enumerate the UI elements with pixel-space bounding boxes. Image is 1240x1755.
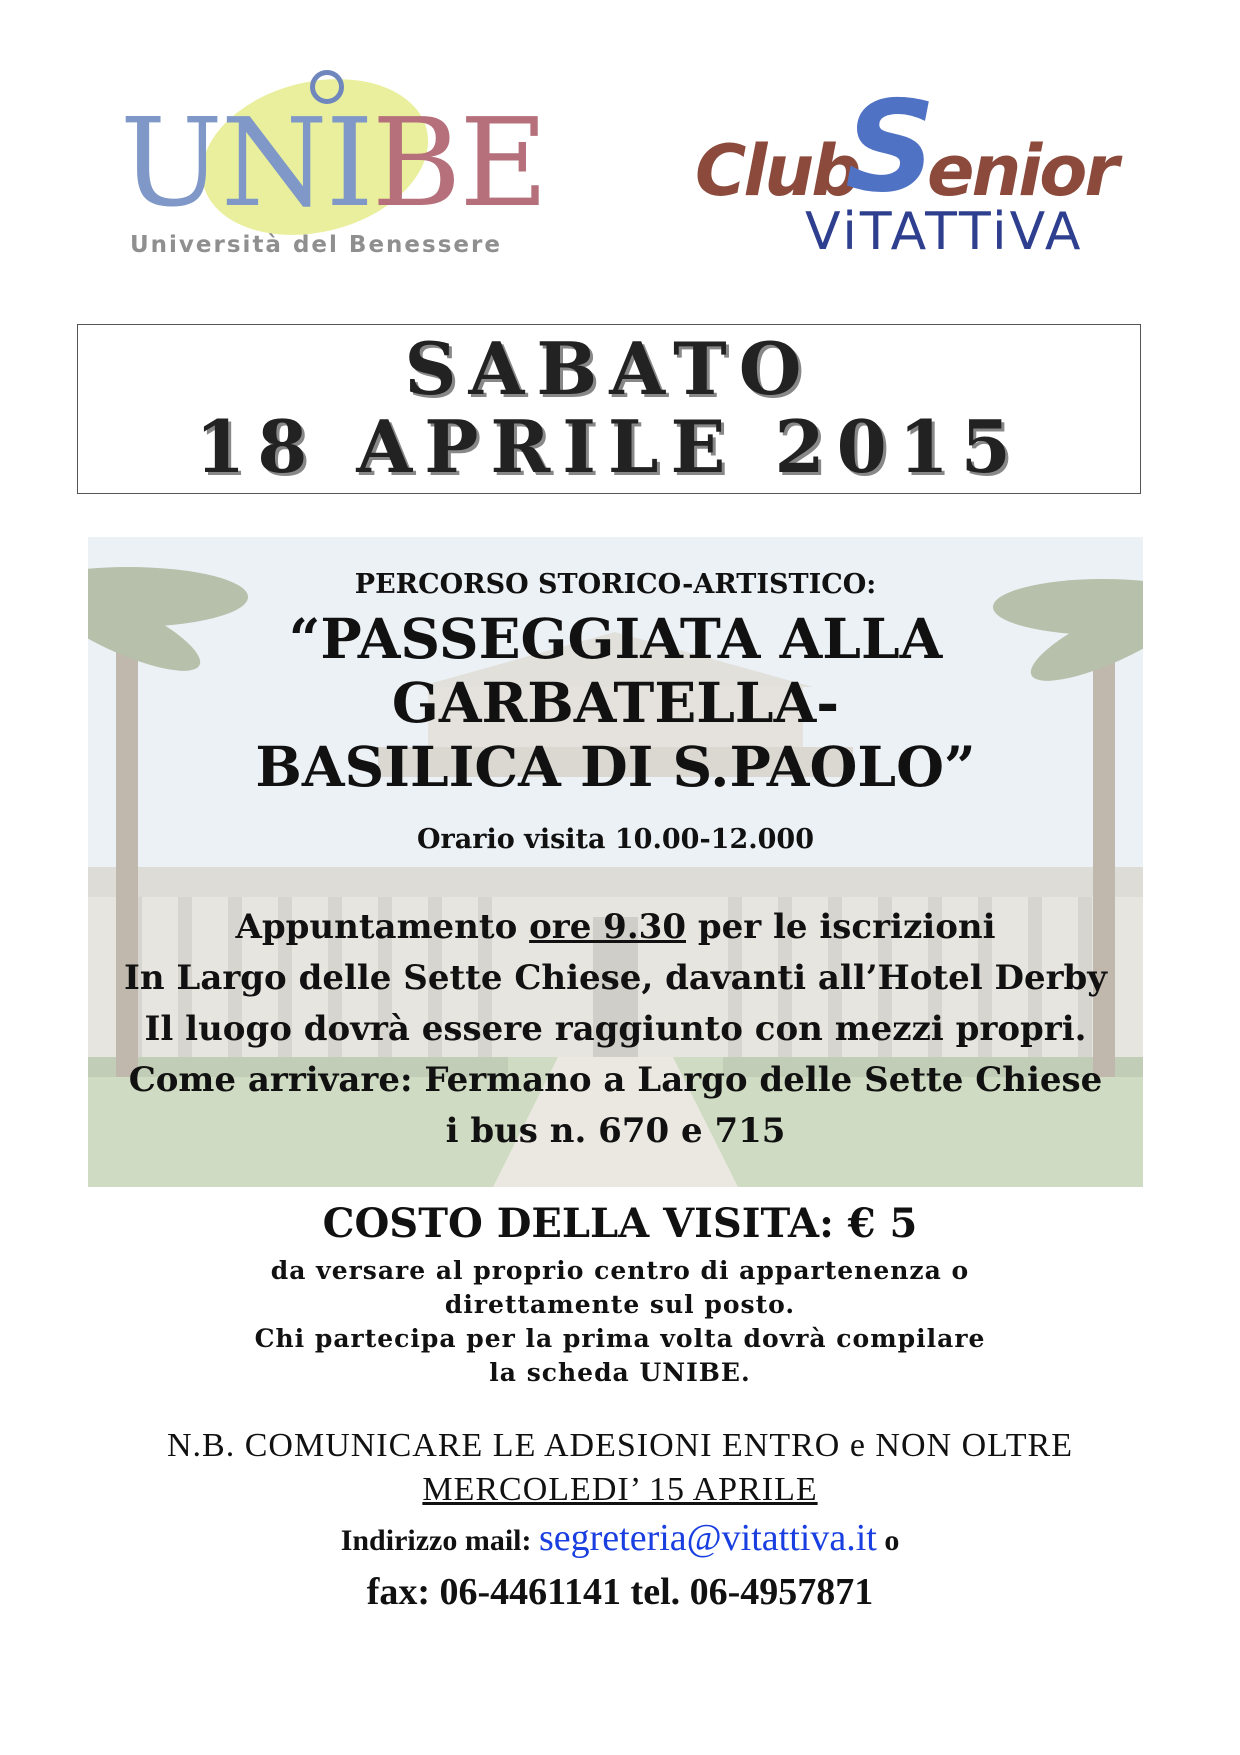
info-line-3: Come arrivare: Fermano a Largo delle Sette Chiese: [128, 1060, 1103, 1100]
cost-note-line-2: direttamente sul posto.: [444, 1290, 796, 1319]
senior-word-rest: enior: [927, 130, 1116, 212]
senior-big-s: S: [845, 73, 936, 220]
date-box: [77, 324, 1141, 494]
event-title: [88, 607, 1143, 799]
mail-suffix: o: [876, 1524, 900, 1557]
cost-title: COSTO DELLA VISITA: € 5: [322, 1200, 918, 1247]
cost-note-line-1: da versare al proprio centro di appartenenza o: [270, 1256, 970, 1285]
meeting-suffix: per le iscrizioni: [686, 907, 996, 947]
unibe-word-part-a: UNI: [120, 92, 372, 234]
cost-note-line-3: Chi partecipa per la prima volta dovrà compilare: [254, 1324, 986, 1353]
event-date: 18 APRILE 2015: [195, 404, 1023, 489]
info-line-2: Il luogo dovrà essere raggiunto con mezzi propri.: [144, 1009, 1087, 1049]
email-link[interactable]: segreteria@vitattiva.it: [539, 1517, 877, 1559]
info-line-4: i bus n. 670 e 715: [445, 1111, 786, 1151]
mail-label: Indirizzo mail:: [340, 1524, 539, 1557]
event-title-line-1: “PASSEGGIATA ALLA: [288, 606, 943, 671]
basilica-photo-panel: [88, 537, 1143, 1187]
info-line-1: In Largo delle Sette Chiese, davanti all’Hotel Derby: [123, 958, 1108, 998]
vitattiva-word: ViTATTiVA: [805, 202, 1084, 262]
meeting-prefix: Appuntamento: [235, 907, 530, 947]
unibe-word-part-b: BE: [371, 92, 547, 234]
notice-deadline: MERCOLEDI’ 15 APRILE: [422, 1471, 818, 1508]
fax-phone-line: fax: 06-4461141 tel. 06-4957871: [366, 1571, 874, 1613]
unibe-logo: [120, 62, 550, 262]
event-title-line-2: GARBATELLA-: [391, 670, 840, 735]
cost-note: [0, 1254, 1240, 1390]
meeting-info: [88, 902, 1143, 1157]
contact-mail-line: [0, 1516, 1240, 1560]
club-word: Club: [695, 130, 859, 212]
meeting-time: ore 9.30: [529, 907, 686, 947]
unibe-wordmark: [120, 92, 547, 234]
meeting-line: [88, 902, 1143, 953]
cost-note-line-4: la scheda UNIBE.: [489, 1358, 751, 1387]
club-senior-logo: [695, 73, 1125, 268]
registration-notice: [0, 1424, 1240, 1512]
event-kicker: PERCORSO STORICO-ARTISTICO:: [354, 569, 877, 600]
unibe-subtitle: Università del Benessere: [130, 232, 502, 258]
event-title-line-3: BASILICA DI S.PAOLO”: [255, 734, 976, 799]
visit-hours: Orario visita 10.00-12.000: [417, 824, 814, 855]
event-day: SABATO: [404, 326, 814, 411]
notice-line: N.B. COMUNICARE LE ADESIONI ENTRO e NON OLTRE: [167, 1427, 1073, 1464]
